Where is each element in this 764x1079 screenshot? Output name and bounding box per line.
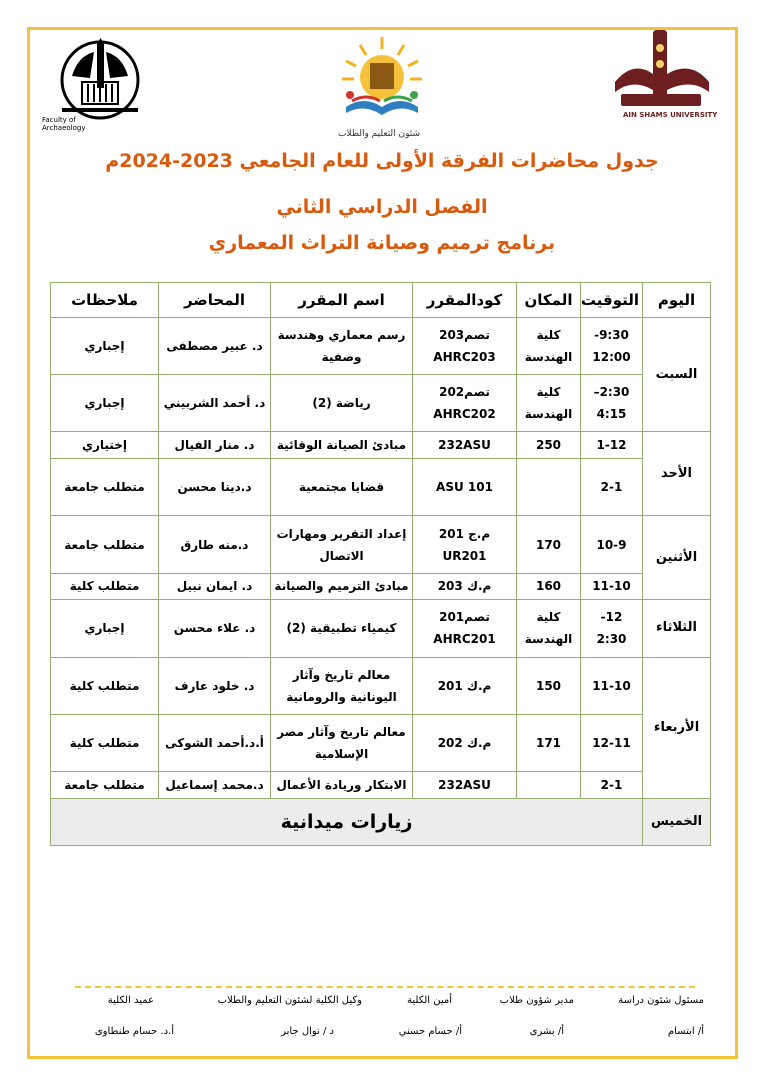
lecturer-cell: د.دينا محسن <box>159 459 271 516</box>
program-title: برنامج ترميم وصيانة التراث المعماري <box>208 232 556 254</box>
header-course-code: كودالمقرر <box>413 283 517 318</box>
course-cell: رياضة (2) <box>271 375 413 432</box>
code-cell: تصم202 AHRC202 <box>413 375 517 432</box>
center-logo-caption: شئون التعليم والطلاب <box>338 129 421 139</box>
lecturer-cell: د. خلود عارف <box>159 657 271 714</box>
table-row <box>51 600 711 657</box>
day-saturday: السبت <box>643 317 711 432</box>
notes-cell: إجباري <box>51 317 159 374</box>
signature-title-faculty-secretary: أمين الكلية <box>407 995 452 1006</box>
course-cell: الابتكار وريادة الأعمال <box>271 772 413 799</box>
notes-cell: متطلب جامعة <box>51 772 159 799</box>
header-place: المكان <box>517 283 581 318</box>
course-cell: معالم تاريخ وآثار مصر الإسلامية <box>271 714 413 771</box>
table-row <box>51 516 711 573</box>
lecturer-cell: د. علاء محسن <box>159 600 271 657</box>
place-cell: 170 <box>517 516 581 573</box>
signature-title-study-affairs: مسئول شئون دراسة <box>618 995 704 1006</box>
signature-name-dean: أ.د. حسام طنطاوى <box>94 1026 174 1037</box>
place-cell: 150 <box>517 657 581 714</box>
lecturer-cell: د. عبير مصطفى <box>159 317 271 374</box>
course-cell: قضايا مجتمعية <box>271 459 413 516</box>
lecturer-cell: د. ايمان نبيل <box>159 573 271 600</box>
lecturer-cell: د.منه طارق <box>159 516 271 573</box>
header-lecturer: المحاضر <box>159 283 271 318</box>
code-cell: م.ك 202 <box>413 714 517 771</box>
course-cell: مبادئ الترميم والصيانة <box>271 573 413 600</box>
semester-title: الفصل الدراسي الثاني <box>276 196 488 218</box>
day-wednesday: الأربعاء <box>643 657 711 798</box>
left-logo-caption-1: Faculty of <box>42 116 76 124</box>
time-cell: 2-1 <box>581 772 643 799</box>
education-affairs-logo <box>330 35 435 143</box>
ain-shams-university-logo <box>607 30 717 125</box>
course-cell: كيمياء تطبيقية (2) <box>271 600 413 657</box>
notes-cell: إجباري <box>51 375 159 432</box>
code-cell: تصم203 AHRC203 <box>413 317 517 374</box>
place-cell <box>517 459 581 516</box>
time-cell: 11-10 <box>581 657 643 714</box>
signature-divider <box>75 986 695 988</box>
notes-cell: إختياري <box>51 432 159 459</box>
lecturer-cell: د. منار الفيال <box>159 432 271 459</box>
table-row <box>51 772 711 799</box>
time-cell: 12-11 <box>581 714 643 771</box>
right-logo-caption: AIN SHAMS UNIVERSITY <box>623 111 718 119</box>
header-day: اليوم <box>643 283 711 318</box>
schedule-table <box>50 282 711 846</box>
table-row <box>51 317 711 374</box>
table-row <box>51 657 711 714</box>
table-row <box>51 432 711 459</box>
code-cell: ASU 101 <box>413 459 517 516</box>
time-cell: 2:30– 4:15 <box>581 375 643 432</box>
course-cell: إعداد التقرير ومهارات الاتصال <box>271 516 413 573</box>
table-header-row <box>51 283 711 318</box>
notes-cell: إجباري <box>51 600 159 657</box>
code-cell: م.ج 201 UR201 <box>413 516 517 573</box>
signature-title-vice-dean: وكيل الكلية لشئون التعليم والطلاب <box>217 995 362 1006</box>
time-cell: 12- 2:30 <box>581 600 643 657</box>
faculty-of-archaeology-logo <box>42 38 162 138</box>
signature-name-faculty-secretary: أ/ حسام حسني <box>398 1026 462 1037</box>
lecturer-cell: د.محمد إسماعيل <box>159 772 271 799</box>
table-row <box>51 714 711 771</box>
time-cell: 9:30- 12:00 <box>581 317 643 374</box>
header-time: التوقيت <box>581 283 643 318</box>
place-cell: كلية الهندسة <box>517 317 581 374</box>
course-cell: معالم تاريخ وآثار اليونانية والرومانية <box>271 657 413 714</box>
notes-cell: متطلب كلية <box>51 657 159 714</box>
place-cell: كلية الهندسة <box>517 375 581 432</box>
lecturer-cell: أ.د.أحمد الشوكى <box>159 714 271 771</box>
day-thursday: الخميس <box>643 798 711 845</box>
notes-cell: متطلب جامعة <box>51 459 159 516</box>
course-cell: مبادئ الصيانة الوقائية <box>271 432 413 459</box>
signature-name-vice-dean: د / نوال جابر <box>281 1026 334 1037</box>
notes-cell: متطلب كلية <box>51 573 159 600</box>
signature-title-dean: عميد الكلية <box>107 995 154 1006</box>
signature-title-student-affairs-manager: مدير شؤون طلاب <box>499 995 574 1006</box>
day-monday: الأثنين <box>643 516 711 600</box>
day-sunday: الأحد <box>643 432 711 516</box>
field-visits-cell: زيارات ميدانية <box>51 798 643 845</box>
header-notes: ملاحظات <box>51 283 159 318</box>
notes-cell: متطلب كلية <box>51 714 159 771</box>
signature-name-student-affairs-manager: أ/ بشرى <box>529 1026 564 1037</box>
left-logo-caption-2: Archaeology <box>42 124 86 132</box>
table-row <box>51 459 711 516</box>
code-cell: م.ك 201 <box>413 657 517 714</box>
place-cell: 171 <box>517 714 581 771</box>
place-cell: 160 <box>517 573 581 600</box>
course-cell: رسم معماري وهندسة وصفية <box>271 317 413 374</box>
place-cell: 250 <box>517 432 581 459</box>
time-cell: 10-9 <box>581 516 643 573</box>
code-cell: تصم201 AHRC201 <box>413 600 517 657</box>
notes-cell: متطلب جامعة <box>51 516 159 573</box>
code-cell: 232ASU <box>413 432 517 459</box>
signature-name-study-affairs: أ/ ابتسام <box>667 1026 704 1037</box>
schedule-title: جدول محاضرات الفرقة الأولى للعام الجامعي 2023-2024م <box>105 150 659 172</box>
code-cell: 232ASU <box>413 772 517 799</box>
time-cell: 1-12 <box>581 432 643 459</box>
place-cell <box>517 772 581 799</box>
place-cell: كلية الهندسة <box>517 600 581 657</box>
lecturer-cell: د. أحمد الشربيني <box>159 375 271 432</box>
time-cell: 2-1 <box>581 459 643 516</box>
table-row <box>51 375 711 432</box>
time-cell: 11-10 <box>581 573 643 600</box>
table-row-thursday <box>51 798 711 845</box>
table-row <box>51 573 711 600</box>
code-cell: م.ك 203 <box>413 573 517 600</box>
header-course-name: اسم المقرر <box>271 283 413 318</box>
day-tuesday: الثلاثاء <box>643 600 711 657</box>
